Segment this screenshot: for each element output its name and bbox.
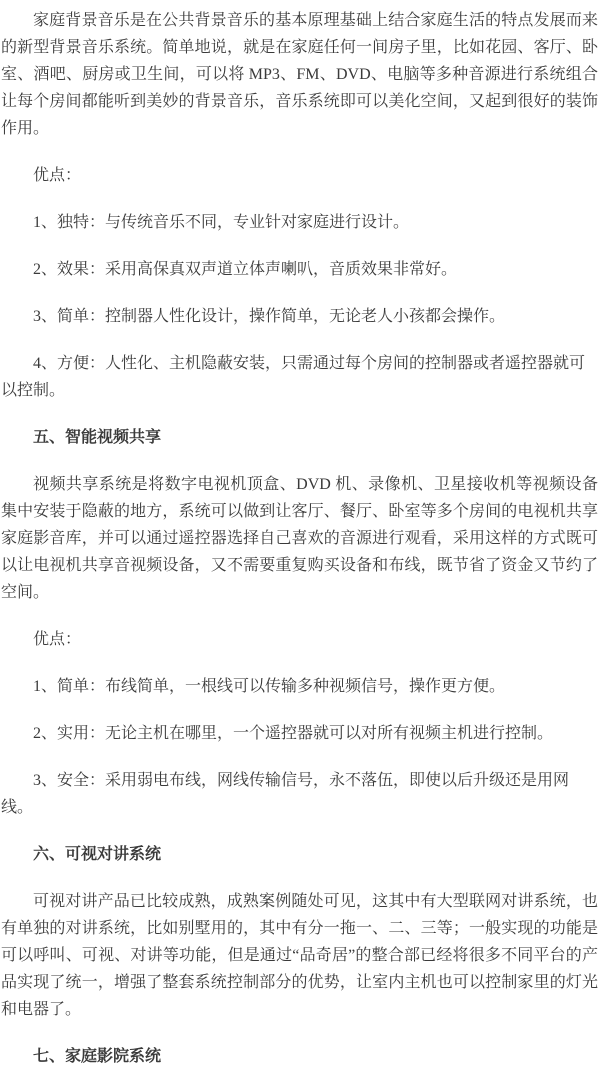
body-paragraph: 可视对讲产品已比较成熟，成熟案例随处可见，这其中有大型联网对讲系统，也有单独的对讲系统，比如别墅用的，其中有分一拖一、二、三等；一般实现的功能是可以呼叫、可视、对讲等功能，但是通过“品奇居”的整合部已经将很多不同平台的产品实现了统一，增强了整套系统控制部分的优势，让室内主机也可以控制家里的灯光和电器了。 bbox=[1, 893, 598, 1018]
advantages-label: 优点： bbox=[33, 167, 82, 184]
advantage-list-item: 3、安全：采用弱电布线，网线传输信号，永不落伍，即使以后升级还是用网线。 bbox=[1, 772, 570, 816]
section-heading: 六、可视对讲系统 bbox=[33, 846, 162, 863]
section-heading: 五、智能视频共享 bbox=[33, 429, 162, 446]
advantage-list-item: 1、简单：布线简单，一根线可以传输多种视频信号，操作更方便。 bbox=[33, 678, 506, 695]
body-paragraph: 视频共享系统是将数字电视机顶盒、DVD 机、录像机、卫星接收机等视频设备集中安装于隐蔽的地方，系统可以做到让客厅、餐厅、卧室等多个房间的电视机共享家庭影音库，并可以通过遥控器选择自己喜欢的音源进行观看，采用这样的方式既可以让电视机共享音视频设备，又不需要重复购买设备和布线，既节省了资金又节约了空间。 bbox=[1, 476, 598, 601]
advantage-list-item: 3、简单：控制器人性化设计，操作简单，无论老人小孩都会操作。 bbox=[33, 308, 506, 325]
advantage-list-item: 2、实用：无论主机在哪里，一个遥控器就可以对所有视频主机进行控制。 bbox=[33, 725, 554, 742]
advantage-list-item: 2、效果：采用高保真双声道立体声喇叭，音质效果非常好。 bbox=[33, 261, 458, 278]
body-paragraph: 家庭背景音乐是在公共背景音乐的基本原理基础上结合家庭生活的特点发展而来的新型背景音乐系统。简单地说，就是在家庭任何一间房子里，比如花园、客厅、卧室、酒吧、厨房或卫生间，可以将 MP3、FM、DVD、电脑等多种音源进行系统组合让每个房间都能听到美妙的背景音乐，音乐系统即可以美化空间，又起到很好的装饰作用。 bbox=[1, 12, 598, 137]
section-heading: 七、家庭影院系统 bbox=[33, 1048, 162, 1065]
advantages-label: 优点： bbox=[33, 631, 82, 648]
advantage-list-item: 1、独特：与传统音乐不同，专业针对家庭进行设计。 bbox=[33, 214, 410, 231]
document-blocks bbox=[1, 7, 598, 1070]
advantage-list-item: 4、方便：人性化、主机隐蔽安装，只需通过每个房间的控制器或者遥控器就可以控制。 bbox=[1, 355, 586, 399]
